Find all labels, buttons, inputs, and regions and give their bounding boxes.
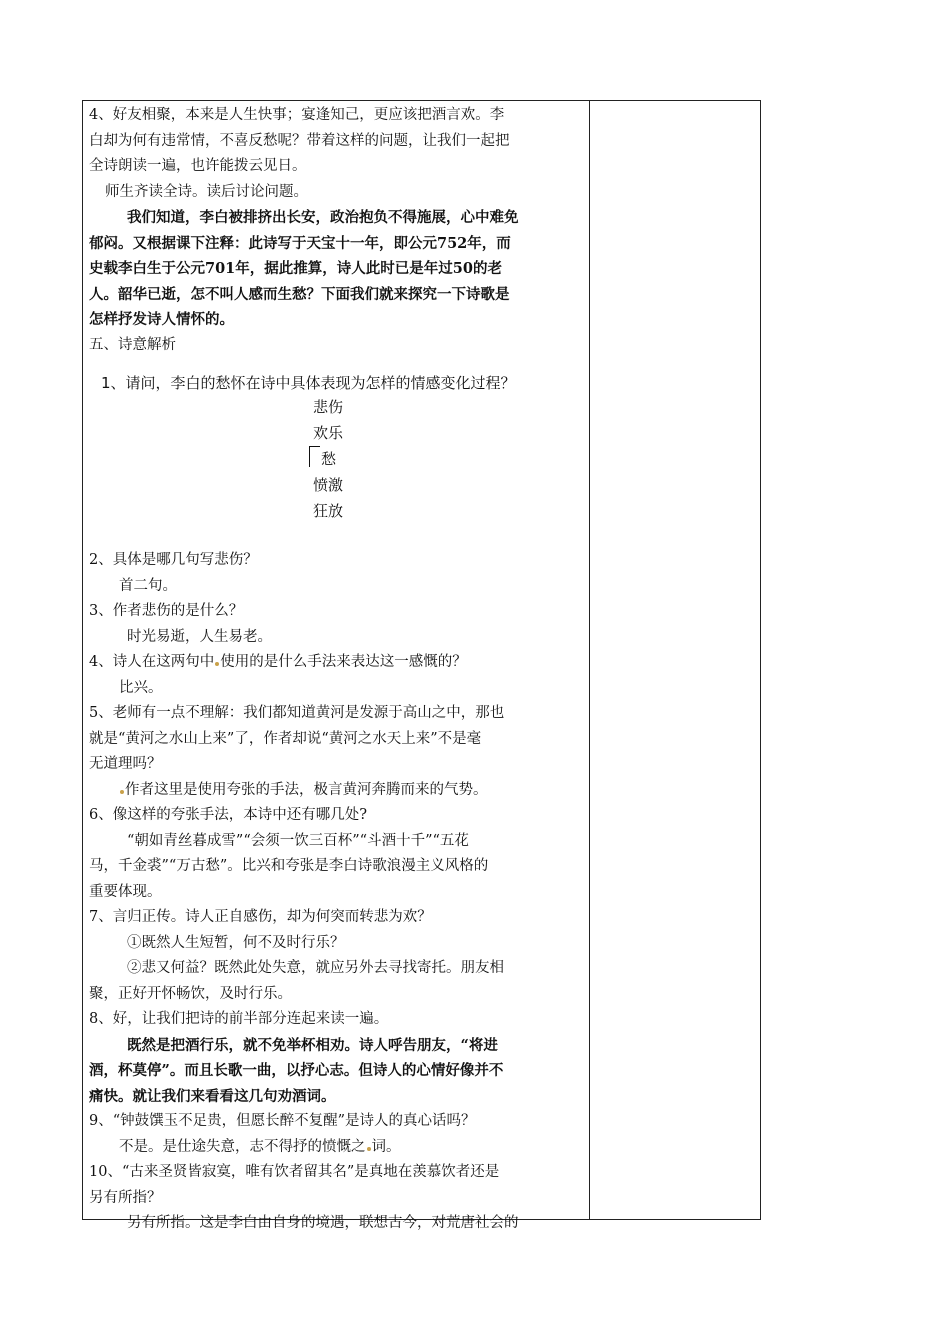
figure-word: 愁	[321, 450, 337, 468]
text-line: 4、好友相聚，本来是人生快事；宴逢知己，更应该把酒言欢。李	[89, 107, 505, 123]
text-line: 白却为何有违常情，不喜反愁呢？带着这样的问题，让我们一起把	[89, 132, 510, 149]
text-line: 另有所指。这是李白由自身的境遇，联想古今，对荒唐社会的	[127, 1215, 519, 1231]
text-line	[89, 650, 583, 676]
text-line: 无道理吗？	[89, 756, 162, 772]
text-line: 重要体现。	[89, 883, 162, 900]
text-line: 7、言归正传。诗人正自感伤，却为何突而转悲为欢？	[89, 909, 432, 925]
text-line: 时光易逝，人生易老。	[127, 628, 272, 645]
bracket-mark	[309, 446, 320, 467]
ink-dot	[120, 790, 124, 794]
text-fragment: 词。	[371, 1138, 401, 1155]
content-cell	[89, 103, 583, 1237]
text-fragment: 不是。是仕途失意，志不得抒的愤慨之	[119, 1138, 366, 1155]
text-line: ②悲又何益？既然此处失意，就应另外去寻找寄托。朋友相	[127, 960, 504, 976]
text-line: 2、具体是哪几句写悲伤？	[89, 552, 258, 568]
text-line: 6、像这样的夸张手法，本诗中还有哪几处?	[89, 807, 367, 823]
text-line: ①既然人生短暂，何不及时行乐？	[127, 934, 345, 951]
text-line: 史载李白生于公元701年，据此推算，诗人此时已是年过50的老	[89, 260, 502, 277]
text-line: 全诗朗读一遍，也许能拨云见日。	[89, 158, 307, 174]
text-line: 另有所指？	[89, 1189, 162, 1206]
text-line: 郁闷。又根据课下注释：此诗写于天宝十一年，即公元752年，而	[89, 234, 511, 252]
text-line: 酒，杯莫停”。而且长歌一曲，以抒心志。但诗人的心情好像并不	[89, 1062, 504, 1079]
text-line: 8、好，让我们把诗的前半部分连起来读一遍。	[89, 1011, 389, 1027]
figure-word: 悲伤	[313, 398, 344, 416]
text-line: 怎样抒发诗人情怀的。	[89, 311, 234, 328]
text-line: 5、老师有一点不理解：我们都知道黄河是发源于高山之中，那也	[89, 705, 505, 721]
text-line: 师生齐读全诗。读后讨论问题。	[105, 183, 308, 200]
figure-word: 欢乐	[313, 424, 344, 442]
text-line: 马，千金裘”“万古愁”。比兴和夸张是李白诗歌浪漫主义风格的	[89, 858, 489, 874]
text-line: 人。韶华已逝，怎不叫人感而生愁？下面我们就来探究一下诗歌是	[89, 285, 510, 303]
section-heading: 五、诗意解析	[89, 336, 176, 353]
text-fragment: 使用的是什么手法来表达这一感慨的？	[220, 654, 467, 670]
text-line: 3、作者悲伤的是什么？	[89, 603, 244, 619]
text-line: 既然是把酒行乐，就不免举杯相劝。诗人呼告朋友，“将进	[127, 1036, 498, 1054]
text-line: 痛快。就让我们来看看这几句劝酒词。	[89, 1087, 336, 1105]
text-line: 9、“钟鼓馔玉不足贵，但愿长醉不复醒”是诗人的真心话吗？	[89, 1113, 476, 1129]
ink-dot	[367, 1147, 371, 1151]
figure-word: 狂放	[313, 502, 344, 520]
text-line	[89, 1135, 583, 1161]
text-line: 首二句。	[119, 577, 177, 594]
text-line: 10、“古来圣贤皆寂寞，唯有饮者留其名”是真地在羡慕饮者还是	[89, 1164, 500, 1180]
text-line: 比兴。	[119, 679, 163, 696]
text-fragment: 作者这里是使用夸张的手法，极言黄河奔腾而来的气势。	[125, 781, 488, 798]
column-divider	[589, 101, 590, 1219]
text-line	[89, 778, 583, 804]
lesson-table	[82, 100, 761, 1231]
text-fragment: 4、诗人在这两句中	[89, 654, 215, 670]
text-line: 我们知道，李白被排挤出长安，政治抱负不得施展，心中难免	[127, 209, 519, 226]
emotion-figure	[89, 372, 583, 534]
ink-dot	[215, 662, 219, 666]
figure-word: 愤激	[313, 476, 344, 494]
figure-question: 1、请问，李白的愁怀在诗中具体表现为怎样的情感变化过程？	[101, 374, 516, 392]
text-line: “朝如青丝暮成雪”“会须一饮三百杯”“斗酒十千”“五花	[127, 832, 469, 849]
text-line: 就是“黄河之水山上来”了，作者却说“黄河之水天上来”不是毫	[89, 730, 482, 747]
text-line: 聚，正好开怀畅饮，及时行乐。	[89, 985, 292, 1002]
